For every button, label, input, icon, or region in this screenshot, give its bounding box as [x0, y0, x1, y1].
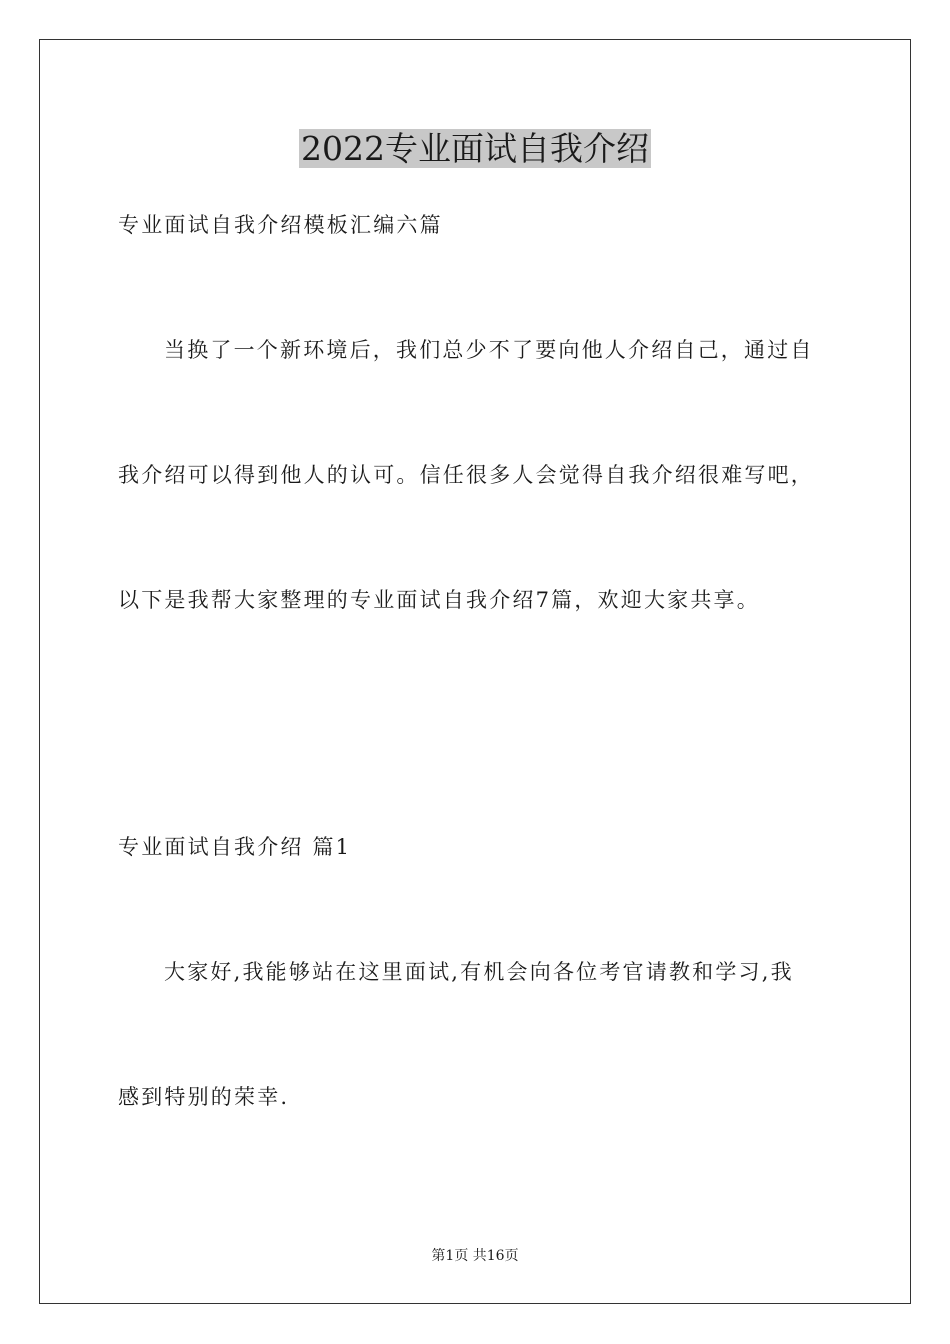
intro-line-2: 我介绍可以得到他人的认可。信任很多人会觉得自我介绍很难写吧， [118, 463, 814, 487]
document-title-text: 2022专业面试自我介绍 [301, 129, 649, 168]
intro-line-1: 当换了一个新环境后，我们总少不了要向他人介绍自己，通过自 [164, 338, 814, 362]
intro-line-3: 以下是我帮大家整理的专业面试自我介绍7篇，欢迎大家共享。 [118, 588, 760, 612]
document-title [0, 128, 950, 170]
section-line-1: 大家好,我能够站在这里面试,有机会向各位考官请教和学习,我 [164, 960, 794, 984]
page-footer: 第1页 共16页 [431, 1248, 519, 1264]
document-subtitle: 专业面试自我介绍模板汇编六篇 [118, 213, 443, 237]
section-heading: 专业面试自我介绍 篇1 [118, 835, 352, 859]
section-line-2: 感到特别的荣幸. [118, 1085, 290, 1109]
